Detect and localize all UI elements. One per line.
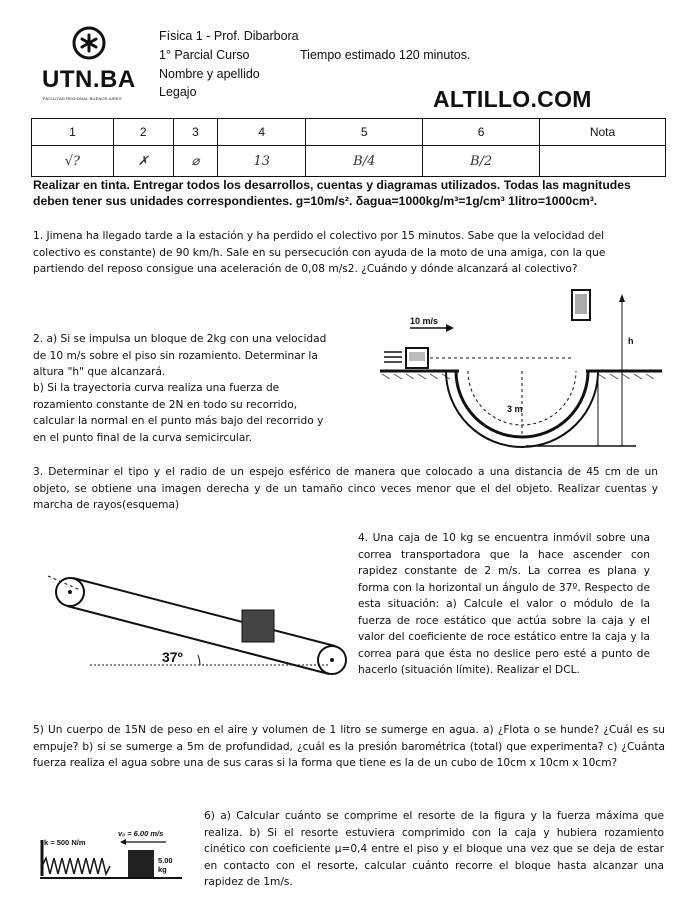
grade-header-cell: Nota xyxy=(540,119,666,146)
grade-value-cell xyxy=(540,146,666,177)
grade-values-row xyxy=(32,146,666,177)
problem-2b: b) Si la trayectoria curva realiza una fuerza de rozamiento constante de 2N en todo su recorrido, calcular la normal en el punto más bajo del recorrido y en el punto final de la curva semicircular. xyxy=(33,382,324,444)
fig2-velocity-label: 10 m/s xyxy=(410,316,439,326)
grade-header-cell: 5 xyxy=(306,119,423,146)
problem-4: 4. Una caja de 10 kg se encuentra inmóvil sobre una correa transportadora que la hace ascender con rapidez constante de 2 m/s. La correa es plana y forma con la horizontal un ángulo de 37º. Respecto de esta situación: a) Calcule el valor o módulo de la fuerza de roce estático que actúa sobre la caja y el valor del coeficiente de roce estático entre la caja y la correa para que ésta no deslice pero esté a punto de hacerlo (situación límite). Realizar el DCL. xyxy=(358,532,650,676)
watermark: ALTILLO.COM xyxy=(433,86,592,112)
problem-2a: 2. a) Si se impulsa un bloque de 2kg con una velocidad de 10 m/s sobre el piso sin rozamiento. Determinar la altura "h" que alcanzará. xyxy=(33,333,327,378)
course-title: Física 1 - Prof. Dibarbora xyxy=(159,29,299,43)
legajo-label: Legajo xyxy=(159,85,197,99)
figure-halfpipe xyxy=(376,286,666,456)
grade-value-cell: ✗ xyxy=(113,146,173,177)
grade-header-cell: 1 xyxy=(32,119,114,146)
grade-header-cell: 3 xyxy=(173,119,217,146)
fig6-k-label: k = 500 N/m xyxy=(44,838,86,847)
grade-table xyxy=(31,118,666,177)
problem-6: 6) a) Calcular cuánto se comprime el resorte de la figura y la fuerza máxima que realiza. b) Si el resorte estuviera comprimido con la caja y hubiera rozamiento cinético con coeficiente μ=0,4 entre el piso y el bloque una vez que se deja de estar en contacto con el resorte, calcular cuánto recorre el bloque hasta alcanzar una rapidez de 1m/s. xyxy=(204,810,664,888)
grade-header-cell: 4 xyxy=(218,119,306,146)
problem-5: 5) Un cuerpo de 15N de peso en el aire y volumen de 1 litro se sumerge en agua. a) ¿Flota o se hunde? ¿Cuál es su empuje? b) si se sumerge a 5m de profundidad, ¿cuál es la presión barométrica (total) que experimenta? c) ¿Cuánta fuerza realiza el agua sobre una de sus caras si la forma que tiene es la de un cubo de 10cm x 10cm x 10cm? xyxy=(33,724,665,769)
problem-1: 1. Jimena ha llegado tarde a la estación y ha perdido el colectivo por 15 minutos. Sabe que la velocidad del colectivo es constante) de 90 km/h. Sale en su persecución con ayuda de la moto de una amiga, con la que partiendo del reposo consigue una aceleración de 0,08 m/s2. ¿Cuándo y dónde alcanzará al colectivo? xyxy=(33,230,606,275)
exam-time: Tiempo estimado 120 minutos. xyxy=(300,48,471,62)
grade-value-cell: 13 xyxy=(218,146,306,177)
fig6-v-label: v₀ = 6.00 m/s xyxy=(118,829,164,838)
figure-conveyor xyxy=(40,570,350,685)
fig2-h-label: h xyxy=(628,336,634,346)
grade-value-cell: ⌀ xyxy=(173,146,217,177)
fig2-radius-label: 3 m xyxy=(507,404,523,414)
fig6-mass-label: 5.00 kg xyxy=(158,856,173,874)
utn-emblem-icon xyxy=(72,26,106,60)
utn-logo-text: UTN.BA xyxy=(42,66,136,93)
grade-header-row xyxy=(32,119,666,146)
problem-3: 3. Determinar el tipo y el radio de un espejo esférico de manera que colocado a una distancia de 45 cm de un objeto, se obtiene una imagen derecha y de un tamaño cinco veces menor que el del objeto. Realizar cuentas y marcha de rayos(esquema) xyxy=(33,466,658,511)
name-label: Nombre y apellido xyxy=(159,67,260,81)
utn-logo xyxy=(40,26,140,108)
grade-header-cell: 2 xyxy=(113,119,173,146)
instructions: Realizar en tinta. Entregar todos los desarrollos, cuentas y diagramas utilizados. Todas las magnitudes deben tener sus unidades correspondientes. g=10m/s². δagua=1000kg/m³=1g/cm³ 1litro=1000cm³. xyxy=(33,178,631,208)
exam-title: 1° Parcial Curso xyxy=(159,48,250,62)
grade-header-cell: 6 xyxy=(423,119,540,146)
grade-value-cell: √? xyxy=(32,146,114,177)
fig4-angle-label: 37º xyxy=(162,649,183,665)
grade-value-cell: B/4 xyxy=(306,146,423,177)
grade-value-cell: B/2 xyxy=(423,146,540,177)
utn-logo-subtext: FACULTAD REGIONAL BUENOS AIRES xyxy=(43,96,122,101)
